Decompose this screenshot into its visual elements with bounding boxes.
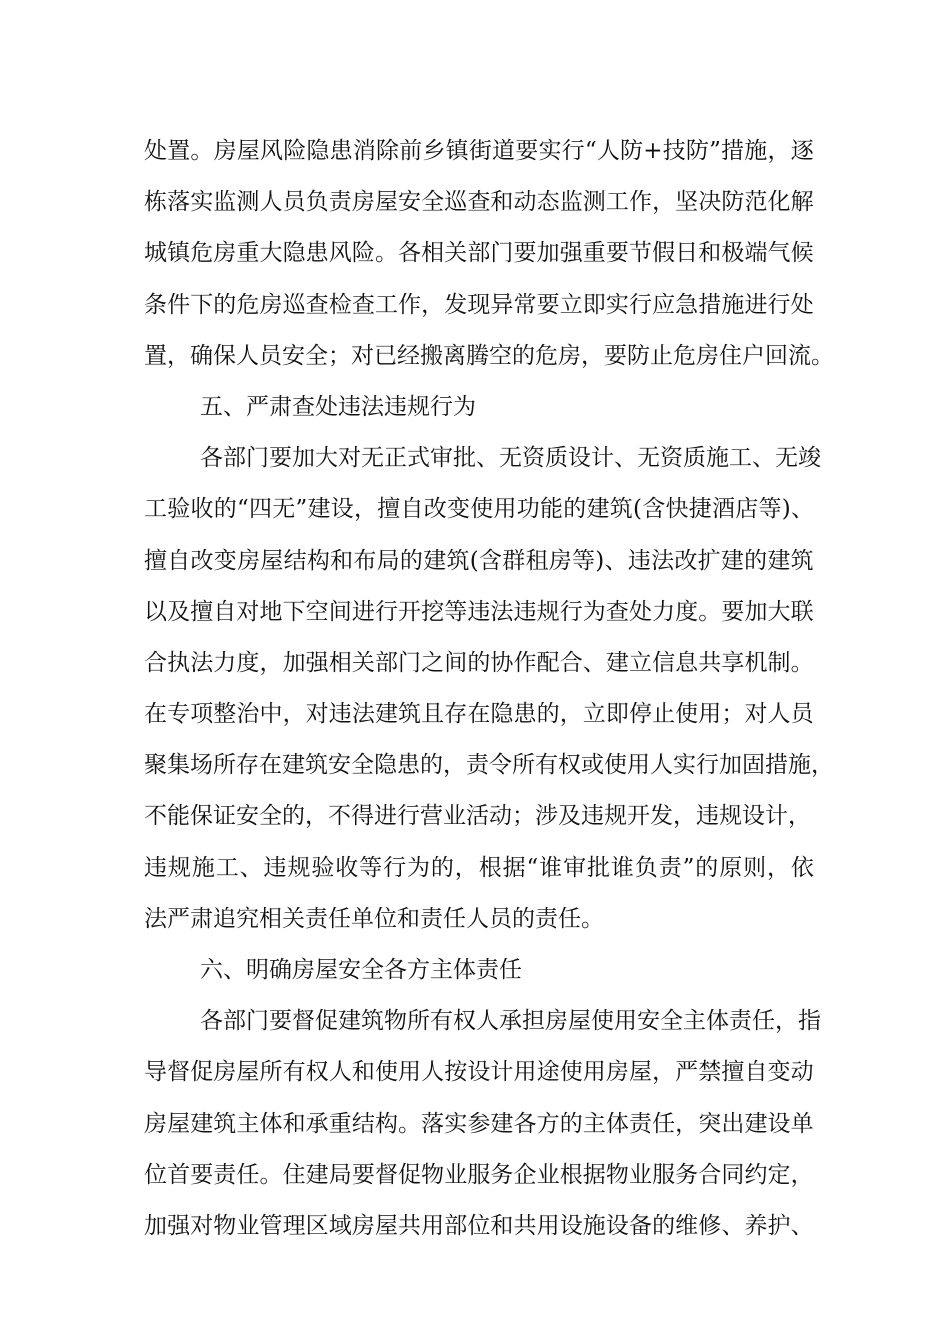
paragraph-line: 条 件 下 的 危 房 巡 查 检 查 工 作 ， 发 现 异 常 要 立 即 实 行 应 急 措 施 进 行 处	[144, 291, 814, 318]
paragraph-line: 工 验 收 的 “ 四 无 ” 建 设 ， 擅 自 改 变 使 用 功 能 的 建 筑 ( 含 快 捷 酒 店 等 ) 、	[144, 496, 814, 523]
paragraph-line: 栋 落 实 监 测 人 员 负 责 房 屋 安 全 巡 查 和 动 态 监 测 工 作 ， 坚 决 防 范 化 解	[144, 189, 814, 216]
document-body	[144, 131, 834, 1257]
paragraph-line: 合 执 法 力 度 ， 加 强 相 关 部 门 之 间 的 协 作 配 合 、 建 立 信 息 共 享 机 制 。	[144, 649, 814, 676]
paragraph-line: 导 督 促 房 屋 所 有 权 人 和 使 用 人 按 设 计 用 途 使 用 房 屋 ， 严 禁 擅 自 变 动	[144, 1059, 814, 1086]
paragraph-line: 不能保证安全的，不得进行营业活动；涉及违规开发，违规设计，	[144, 803, 811, 830]
paragraph-line: 各 部 门 要 督 促 建 筑 物 所 有 权 人 承 担 房 屋 使 用 安 全 主 体 责 任 ， 指	[200, 1008, 821, 1035]
paragraph-line: 加 强 对 物 业 管 理 区 域 房 屋 共 用 部 位 和 共 用 设 施 设 备 的 维 修 、 养 护 、	[144, 1212, 814, 1239]
section-heading: 五、严肃查处违法违规行为	[200, 393, 476, 420]
paragraph-line: 房 屋 建 筑 主 体 和 承 重 结 构 。 落 实 参 建 各 方 的 主 体 责 任 ， 突 出 建 设 单	[144, 1110, 814, 1137]
paragraph-line: 在 专 项 整 治 中 ， 对 违 法 建 筑 且 存 在 隐 患 的 ， 立 即 停 止 使 用 ； 对 人 员	[144, 701, 814, 728]
paragraph-line: 位 首 要 责 任 。 住 建 局 要 督 促 物 业 服 务 企 业 根 据 物 业 服 务 合 同 约 定 ，	[144, 1161, 814, 1188]
paragraph-line: 擅 自 改 变 房 屋 结 构 和 布 局 的 建 筑 ( 含 群 租 房 等 ) 、 违 法 改 扩 建 的 建 筑	[144, 547, 814, 574]
paragraph-line: 以 及 擅 自 对 地 下 空 间 进 行 开 挖 等 违 法 违 规 行 为 查 处 力 度 。 要 加 大 联	[144, 598, 814, 625]
section-heading: 六、明确房屋安全各方主体责任	[200, 957, 522, 983]
paragraph-line: 各 部 门 要 加 大 对 无 正 式 审 批 、 无 资 质 设 计 、 无 资 质 施 工 、 无 竣	[200, 445, 821, 472]
paragraph-line: 置 ， 确 保 人 员 安 全 ； 对 已 经 搬 离 腾 空 的 危 房 ， 要 防 止 危 房 住 户 回 流 。	[144, 342, 834, 369]
paragraph-line: 法严肃追究相关责任单位和责任人员的责任。	[144, 905, 604, 932]
paragraph-line: 违 规 施 工 、 违 规 验 收 等 行 为 的 ， 根 据 “ 谁 审 批 谁 负 责 ” 的 原 则 ， 依	[144, 854, 814, 881]
paragraph-line: 处 置 。 房 屋 风 险 隐 患 消 除 前 乡 镇 街 道 要 实 行 “ 人 防 + 技 防 ” 措 施 ， 逐	[144, 138, 814, 164]
paragraph-line: 城 镇 危 房 重 大 隐 患 风 险 。 各 相 关 部 门 要 加 强 重 要 节 假 日 和 极 端 气 候	[144, 240, 814, 267]
paragraph-line: 聚 集 场 所 存 在 建 筑 安 全 隐 患 的 ， 责 令 所 有 权 或 使 用 人 实 行 加 固 措 施 ，	[144, 752, 834, 779]
